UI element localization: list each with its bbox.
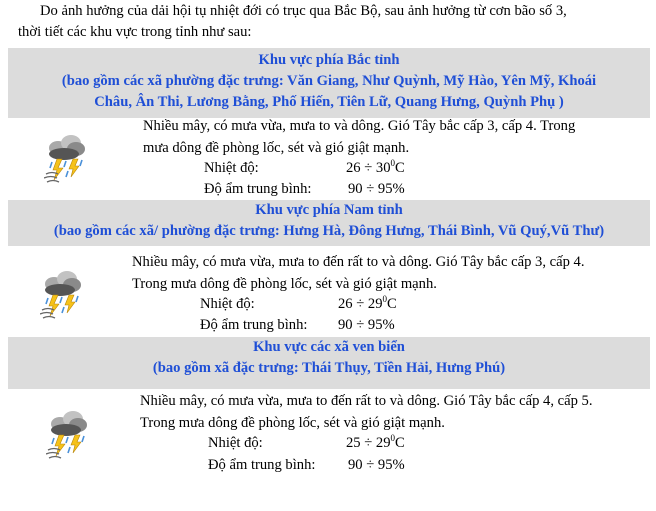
intro-line-2: thời tiết các khu vực trong tỉnh như sau: xyxy=(18,24,252,40)
region-subtitle-line-1: (bao gồm xã đặc trưng: Thái Thụy, Tiền Hải, Hưng Phú) xyxy=(152,360,506,376)
region-subtitle-line-2: Châu, Ân Thi, Lương Bằng, Phố Hiến, Tiên Lữ, Quang Hưng, Quỳnh Phụ ) xyxy=(94,94,564,110)
temp-label: Nhiệt độ: xyxy=(204,160,259,176)
intro-paragraph xyxy=(18,1,646,43)
thunderstorm-rain-icon xyxy=(40,262,86,322)
region-title: Khu vực phía Nam tỉnh xyxy=(255,202,403,218)
region-title: Khu vực các xã ven biển xyxy=(253,339,405,355)
humidity-label: Độ ẩm trung bình: xyxy=(208,457,316,473)
region-header-coastal xyxy=(8,337,650,389)
forecast-coastal xyxy=(140,391,648,434)
region-subtitle-line-1: (bao gồm các xã phường đặc trưng: Văn Giang, Như Quỳnh, Mỹ Hào, Yên Mỹ, Khoái xyxy=(61,73,597,89)
region-title: Khu vực phía Bắc tỉnh xyxy=(258,52,400,68)
humidity-value: 90 ÷ 95% xyxy=(348,181,405,197)
forecast-north xyxy=(143,116,648,159)
temp-label: Nhiệt độ: xyxy=(200,296,255,312)
temp-label: Nhiệt độ: xyxy=(208,435,263,451)
forecast-south xyxy=(132,252,648,295)
forecast-line-1: Nhiều mây, có mưa vừa, mưa to đến rất to và dông. Gió Tây bắc cấp 3, cấp 4. xyxy=(132,254,585,270)
humidity-value: 90 ÷ 95% xyxy=(338,317,395,333)
temp-value: $26 \div 29^0C$ xyxy=(338,294,397,312)
forecast-line-2: Trong mưa dông đề phòng lốc, sét và gió giật mạnh. xyxy=(132,275,437,292)
intro-line-1: Do ảnh hưởng của dải hội tụ nhiệt đới có trục qua Bắc Bộ, sau ảnh hưởng từ cơn bão số 3, xyxy=(40,3,567,19)
thunderstorm-rain-icon xyxy=(44,126,90,186)
temp-value: $26 \div 30^0C$ xyxy=(346,158,405,176)
region-header-north xyxy=(8,48,650,118)
forecast-line-2: Trong mưa dông đề phòng lốc, sét và gió giật mạnh. xyxy=(140,414,445,431)
humidity-label: Độ ẩm trung bình: xyxy=(204,181,312,197)
temp-value: $25 \div 29^0C$ xyxy=(346,433,405,451)
forecast-line-2: mưa dông đề phòng lốc, sét và gió giật mạnh. xyxy=(143,139,410,156)
humidity-value: 90 ÷ 95% xyxy=(348,457,405,473)
humidity-label: Độ ẩm trung bình: xyxy=(200,317,308,333)
forecast-line-1: Nhiều mây, có mưa vừa, mưa to đến rất to và dông. Gió Tây bắc cấp 4, cấp 5. xyxy=(140,393,593,409)
thunderstorm-rain-icon xyxy=(46,402,92,462)
region-subtitle-line-1: (bao gồm các xã/ phường đặc trưng: Hưng Hà, Đông Hưng, Thái Bình, Vũ Quý,Vũ Thư) xyxy=(53,223,605,239)
region-header-south xyxy=(8,200,650,246)
forecast-line-1: Nhiều mây, có mưa vừa, mưa to và dông. Gió Tây bắc cấp 3, cấp 4. Trong xyxy=(143,118,576,134)
